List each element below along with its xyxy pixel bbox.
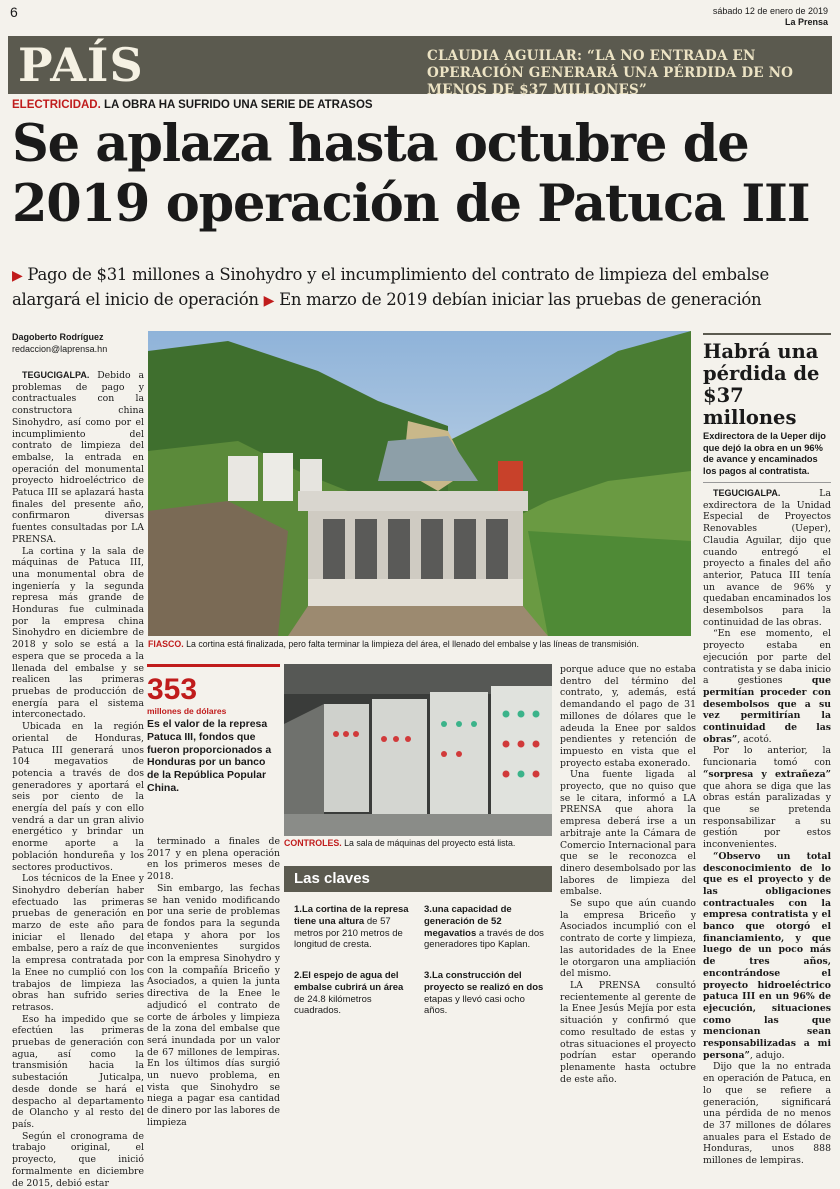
stat-rule (147, 664, 280, 667)
dateline: TEGUCIGALPA. (713, 488, 781, 498)
date-text: sábado 12 de enero de 2019 (712, 6, 828, 16)
paragraph: que ahora se diga que las obras están paralizadas y que se pretenda responsabilizar a su gestión por estos inconvenientes. (703, 780, 831, 851)
byline (12, 331, 107, 355)
claves-title: Las claves (294, 870, 370, 887)
clave-bold: La construcción del proyecto se realizó en dos (424, 970, 544, 993)
clave-item (424, 970, 544, 1017)
deck-item-1: Pago de $31 millones a Sinohydro y el incumplimiento del contrato de limpieza del embalse alargará el inicio de operación (12, 265, 769, 309)
paragraph: porque aduce que no estaba dentro del término del contrato, y, además, está demandando el pago de 31 millones de dólares que le adeuda la Enee por saldos pendientes y retención de impuesto en vista que el proyecto estaba exonerado. (560, 664, 696, 769)
section-title: PAÍS (18, 38, 144, 92)
photo-caption (284, 838, 552, 848)
brand-name: La Prensa (784, 17, 828, 27)
photo-caption (148, 639, 691, 649)
deck-item-2: En marzo de 2019 debían iniciar las pruebas de generación (279, 290, 762, 309)
bold-quote: “sorpresa y extrañeza” (703, 768, 831, 780)
caption-text: La sala de máquinas del proyecto está lista. (344, 838, 516, 848)
clave-item (294, 970, 414, 1017)
paragraph: La cortina y la sala de máquinas de Patuca III, una monumental obra de ingeniería y la segunda represa más grande de Honduras fue culminada por la empresa china Sinohydro en diciembre de 2018 y solo se está a la espera que se proceda a la llenada del embalse y se realicen las primeras pruebas de producción de energía para el sistema interconectado. (12, 545, 144, 721)
bullet-triangle-icon: ▶ (12, 268, 23, 284)
paragraph: Los técnicos de la Enee y Sinohydro deberían haber efectuado las primeras pruebas de generación en marzo de este año para iniciar el llenado del embalse, pero a raíz de que la empresa contratada por la Enee no cumplió con los trabajos de limpieza las obras han sufrido series retrasos. (12, 873, 144, 1013)
article-column-2 (147, 836, 280, 1128)
byline-email: redaccion@laprensa.hn (12, 344, 108, 354)
paragraph: Por lo anterior, la funcionaria tomó con (703, 745, 831, 769)
paragraph: Sin embargo, las fechas se han venido modificando por una serie de problemas de fondos para la segunda etapa y ahora por los inconvenientes surgidos con la empresa Sinohydro y con la compañía Briceño y Asociados, a quien la junta directiva de la Enee le adjudicó el contrato de corte de árboles y limpieza de la zona del embalse que será inundada por un valor de 67 millones de lempiras. En los últimos días surgió un nuevo problema, en vista que Sinohydro se niega a pagar esa cantidad de dinero por las labores de limpieza (147, 882, 280, 1128)
clave-item (294, 904, 414, 951)
kicker-label: ELECTRICIDAD. (12, 99, 101, 111)
headline: Se aplaza hasta octubre de 2019 operación de Patuca III (12, 114, 810, 234)
deck (12, 263, 832, 313)
article-column-3 (560, 664, 696, 1085)
paragraph: Una fuente ligada al proyecto, que no quiso que se le citara, informó a LA PRENSA que ahora la empresa deberá irse a un arbitraje ante la Cámara de Comercio Internacional para que se le reconozca el dinero desembolsado por las labores de limpieza del embalse. (560, 769, 696, 898)
clave-text: de 57 metros por 210 metros de longitud de cresta. (294, 915, 403, 951)
clave-text: de 24.8 kilómetros cuadrados. (294, 993, 372, 1017)
sidebar-title: Habrá una pérdida de $37 millones (703, 340, 820, 429)
dam-photo (148, 331, 691, 636)
paragraph: , adujo. (749, 1049, 785, 1061)
paragraph: Ubicada en la región oriental de Honduras, Patuca III generará unos 104 megavatios de potencia a través de dos generadores y aportará el seis por ciento de la energía del país y con ello vendrá a dar un gran alivio energético y brindar un enorme aporte a la población hondureña y los sectores productivos. (12, 721, 144, 873)
paragraph: terminado a finales de 2017 y en plena operación en los primeros meses de 2018. (147, 836, 280, 883)
clave-bold: La cortina de la represa tiene una altura (294, 904, 409, 927)
paragraph: Eso ha impedido que se efectúen las primeras pruebas de generación con agua, así como la transmisión hacia la subestación Juticalpa, desde donde se hará el despacho al departamento de Olancho y al resto del país. (12, 1013, 144, 1130)
caption-text: La cortina está finalizada, pero falta terminar la limpieza del área, el llenado del embalse y las líneas de transmisión. (186, 639, 639, 649)
kicker (12, 99, 373, 111)
clave-bold: El espejo de agua del embalse cubrirá un área (294, 970, 404, 993)
paragraph: Se supo que aún cuando la empresa Briceño y Asociados incumplió con el contrato de corte y limpieza, las autoridades de la Enee le otorgaron una ampliación del mismo. (560, 898, 696, 980)
clave-number: 3. (424, 904, 432, 915)
page-date (713, 6, 828, 28)
clave-number: 2. (294, 970, 302, 981)
bullet-triangle-icon: ▶ (263, 293, 275, 309)
paragraph: LA PRENSA consultó recientemente al gerente de la Enee Jesús Mejía por esta situación y confirmó que como resultado de estas y otras situaciones el proyecto podrían estar operando plenamente hasta octubre de este año. (560, 979, 696, 1085)
kicker-text: LA OBRA HA SUFRIDO UNA SERIE DE ATRASOS (104, 99, 373, 111)
clave-bold: una capacidad de generación de 52 megavatios (424, 904, 512, 939)
sidebar-dek: Exdirectora de la Ueper dijo que dejó la obra en un 96% de avance y encaminados los pagos al contratista. (703, 431, 826, 476)
sidebar-divider (703, 482, 831, 483)
clave-item (424, 904, 544, 951)
caption-label: CONTROLES. (284, 838, 342, 848)
clave-text: a través de dos generadores tipo Kaplan. (424, 927, 544, 951)
page-number: 6 (10, 4, 18, 20)
banner-quote: CLAUDIA AGUILAR: “LA NO ENTRADA EN OPERACIÓN GENERARÁ UNA PÉRDIDA DE NO MENOS DE $37 MILLONES” (427, 48, 794, 98)
bold-quote: “Observo un total desconocimiento de lo que es el proyecto y de las obligaciones contractuales con la empresa contratista y el banco que otorgó el financiamiento, y que luego de un poco más de tres años, encontrándose el proyecto hidroeléctrico patuca III en un 96% de ejecución, situaciones como las que mencionan sean responsabilizadas a mi persona” (703, 850, 831, 1061)
stat-unit: millones de dólares (147, 706, 227, 716)
control-room-illustration (284, 664, 552, 836)
paragraph: Debido a problemas de pago y contractuales con la constructora china Sinohydro, así como por el incumplimiento del contrato de limpieza del embalse, la entrada en operación del monumental proyecto hidroeléctrico de Patuca III se aplazará hasta finales del presente año, confirmaron diversas fuentes consultadas por LA PRENSA. (12, 370, 144, 545)
paragraph: Dijo que la no entrada en operación de Patuca, en lo que se refiere a generación, significará una pérdida de no menos de 37 millones de dólares anuales para el Estado de Honduras, unos 888 millones de lempiras. (703, 1061, 831, 1167)
control-room-photo (284, 664, 552, 836)
paragraph: “En ese momento, el proyecto estaba en ejecución por parte del contratista y se daba inicio a gestiones (703, 628, 831, 687)
caption-label: FIASCO. (148, 639, 184, 649)
article-column-1 (12, 370, 144, 1189)
clave-number: 3. (424, 970, 432, 981)
paragraph: La exdirectora de la Unidad Especial de Proyectos Renovables (Ueper), Claudia Aguilar, dijo que cuando entregó el proyecto a finales del año anterior, Patuca III tenía un avance de 96% y quedaban encaminados los desembolsos para la continuidad de las obras. (703, 488, 831, 628)
dateline: TEGUCIGALPA. (22, 370, 90, 380)
clave-number: 1. (294, 904, 302, 915)
bold-quote: que permitían proceder con desembolsos que a su vez permitirían la continuidad de las obras” (703, 675, 831, 745)
sidebar-rule (703, 333, 831, 335)
stat-number: 353 (147, 673, 198, 706)
clave-text: etapas y llevó casi ocho años. (424, 993, 525, 1017)
paragraph: , acotó. (737, 733, 772, 745)
stat-text: Es el valor de la represa Patuca III, fondos que fueron proporcionados a Honduras por un banco de la República Popular China. (147, 718, 272, 794)
dam-illustration (148, 331, 691, 636)
byline-author: Dagoberto Rodríguez (12, 332, 104, 342)
paragraph: Según el cronograma de trabajo original, el proyecto, que inició formalmente en diciembre de 2015, debió estar (12, 1130, 144, 1189)
sidebar-column (703, 488, 831, 1167)
